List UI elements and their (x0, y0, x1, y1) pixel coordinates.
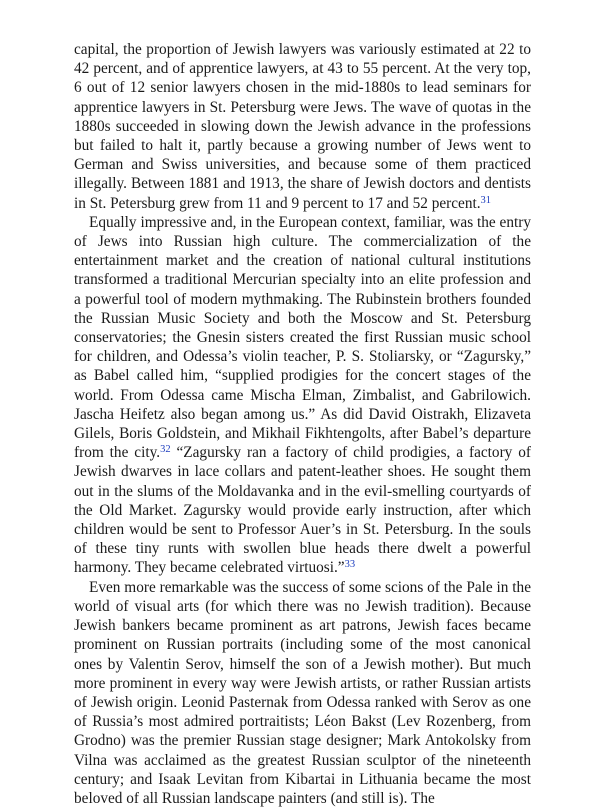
footnote-32-link[interactable]: 32 (160, 444, 171, 456)
paragraph-text: Even more remarkable was the success of some scions of the Pale in the world of visual arts (for which there was no Jewish tradition). Because Jewish bankers became prominent as art patrons, Jewish faces became prominent on Russian portraits (including some of the most canonical ones by Valentin Serov, himself the son of a Jewish mother). But much more prominent in every way were Jewish artists, or rather Russian artists of Jewish origin. Leonid Pasternak from Odessa ranked with Serov as one of Russia’s most admired portraitists; Léon Bakst (Lev Rozenberg, from Grodno) was the premier Russian stage designer; Mark Antokolsky from Vilna was acclaimed as the greatest Russian sculptor of the nineteenth century; and Isaak Levitan from Kibartai in Lithuania became the most beloved of all Russian landscape painters (and still is). The (74, 578, 531, 807)
paragraph-text: “Zagursky ran a factory of child prodigies, a factory of Jewish dwarves in lace collars and patent-leather shoes. He sought them out in the slums of the Moldavanka and in the evil-smelling courtyards of the Old Market. Zagursky would provide early instruction, after which children would be sent to Professor Auer’s in St. Petersburg. In the souls of these tiny runts with swollen blue heads there dwelt a powerful harmony. They became celebrated virtuosi.” (74, 444, 531, 577)
paragraph-3 (74, 578, 531, 808)
paragraph-text: capital, the proportion of Jewish lawyers was variously estimated at 22 to 42 percent, and of apprentice lawyers, at 43 to 55 percent. At the very top, 6 out of 12 senior lawyers chosen in the mid-1880s to lead seminars for apprentice lawyers in St. Petersburg were Jews. The wave of quotas in the 1880s succeeded in slowing down the Jewish advance in the professions but failed to halt it, partly because a growing number of Jews went to German and Swiss universities, and because some of them practiced illegally. Between 1881 and 1913, the share of Jewish doctors and dentists in St. Petersburg grew from 11 and 9 percent to 17 and 52 percent. (74, 41, 531, 212)
paragraph-text: Equally impressive and, in the European context, familiar, was the entry of Jews into Russian high culture. The commercialization of the entertainment market and the creation of national cultural institutions transformed a traditional Mercurian specialty into an elite profession and a powerful tool of modern mythmaking. The Rubinstein brothers founded the Russian Music Society and both the Moscow and St. Petersburg conservatories; the Gnesin sisters created the first Russian music school for children, and Odessa’s violin teacher, P. S. Stoliarsky, or “Zagursky,” as Babel called him, “supplied prodigies for the concert stages of the world. From Odessa came Mischa Elman, Zimbalist, and Gabrilowich. Jascha Heifetz also began among us.” As did David Oistrakh, Elizaveta Gilels, Boris Goldstein, and Mikhail Fikhtengolts, after Babel’s departure from the city. (74, 213, 531, 462)
paragraph-1 (74, 40, 531, 213)
footnote-33-link[interactable]: 33 (344, 559, 356, 571)
footnote-31-link[interactable]: 31 (480, 194, 492, 206)
paragraph-2 (74, 213, 531, 578)
page-body (74, 40, 531, 808)
